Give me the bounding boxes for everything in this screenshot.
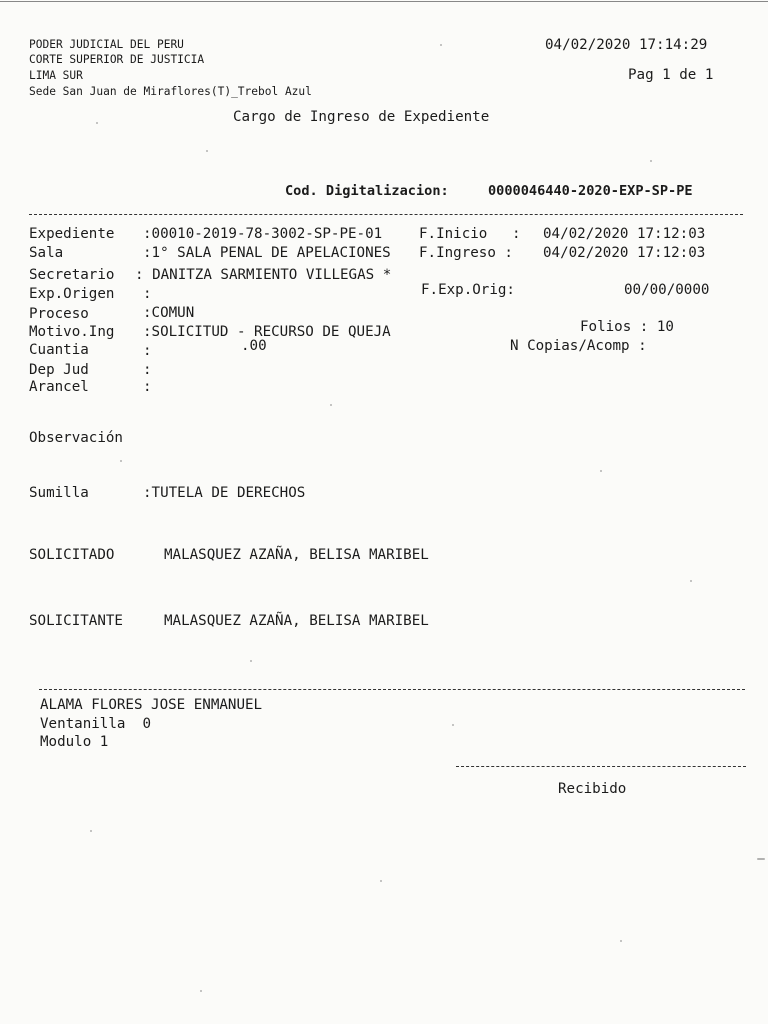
scan-speck — [200, 990, 202, 992]
cod-digitalizacion-label: Cod. Digitalizacion: — [285, 183, 449, 199]
fexp-orig-value: 00/00/0000 — [624, 282, 710, 298]
arancel-value: : — [143, 379, 152, 395]
motivo-value: :SOLICITUD - RECURSO DE QUEJA — [143, 324, 391, 340]
scan-speck — [452, 724, 454, 726]
solicitante-label: SOLICITANTE — [29, 613, 123, 629]
expediente-label: Expediente — [29, 226, 115, 242]
exp-origen-label: Exp.Origen — [29, 286, 115, 302]
separator-bottom — [39, 689, 745, 690]
motivo-label: Motivo.Ing — [29, 324, 115, 340]
scan-speck — [90, 830, 92, 832]
secretario-label: Secretario — [29, 267, 115, 283]
sala-value: :1° SALA PENAL DE APELACIONES — [143, 245, 391, 261]
secretario-value: : DANITZA SARMIENTO VILLEGAS * — [135, 267, 392, 283]
scan-speck — [206, 150, 208, 152]
expediente-value: :00010-2019-78-3002-SP-PE-01 — [143, 226, 383, 242]
scan-speck — [690, 580, 692, 582]
scan-speck — [650, 160, 652, 162]
scan-speck — [620, 940, 622, 942]
finicio-sep: : — [512, 226, 521, 242]
observacion-label: Observación — [29, 430, 123, 446]
sumilla-label: Sumilla — [29, 485, 89, 501]
document-title: Cargo de Ingreso de Expediente — [233, 109, 490, 125]
finicio-label: F.Inicio — [419, 226, 488, 242]
cuantia-sep: : — [143, 343, 152, 359]
district-name: LIMA SUR — [29, 69, 83, 82]
exp-origen-value: : — [143, 286, 152, 302]
recibido-label: Recibido — [558, 781, 627, 797]
cuantia-value: .00 — [241, 338, 267, 354]
scan-speck — [96, 122, 98, 124]
dep-jud-label: Dep Jud — [29, 362, 89, 378]
sumilla-value: :TUTELA DE DERECHOS — [143, 485, 306, 501]
operator-name: ALAMA FLORES JOSE ENMANUEL — [40, 697, 263, 713]
scan-speck — [250, 660, 252, 662]
venue-name: Sede San Juan de Miraflores(T)_Trebol Azul — [29, 85, 312, 98]
print-datetime: 04/02/2020 17:14:29 — [545, 37, 708, 53]
signature-line — [456, 766, 746, 767]
scan-speck — [440, 44, 442, 46]
scan-speck — [757, 858, 765, 860]
arancel-label: Arancel — [29, 379, 89, 395]
dep-jud-value: : — [143, 362, 152, 378]
separator-top — [29, 214, 743, 215]
finicio-value: 04/02/2020 17:12:03 — [543, 226, 706, 242]
proceso-label: Proceso — [29, 306, 89, 322]
cod-digitalizacion-value: 0000046440-2020-EXP-SP-PE — [488, 183, 693, 199]
modulo: Modulo 1 — [40, 734, 109, 750]
fexp-orig-label: F.Exp.Orig: — [421, 282, 515, 298]
scan-speck — [330, 404, 332, 406]
proceso-value: :COMUN — [143, 305, 195, 321]
court-name: CORTE SUPERIOR DE JUSTICIA — [29, 53, 205, 66]
institution-name: PODER JUDICIAL DEL PERU — [29, 38, 184, 51]
fingreso-value: 04/02/2020 17:12:03 — [543, 245, 706, 261]
scan-speck — [120, 460, 122, 462]
scan-speck — [600, 470, 602, 472]
solicitado-label: SOLICITADO — [29, 547, 115, 563]
page-number: Pag 1 de 1 — [628, 67, 714, 83]
solicitado-value: MALASQUEZ AZAÑA, BELISA MARIBEL — [164, 547, 429, 563]
scan-speck — [380, 880, 382, 882]
cuantia-label: Cuantia — [29, 342, 89, 358]
ventanilla: Ventanilla 0 — [40, 716, 152, 732]
n-copias-acomp: N Copias/Acomp : — [510, 338, 647, 354]
fingreso-label: F.Ingreso : — [419, 245, 513, 261]
scan-top-edge — [0, 1, 768, 2]
sala-label: Sala — [29, 245, 64, 261]
folios: Folios : 10 — [580, 319, 674, 335]
solicitante-value: MALASQUEZ AZAÑA, BELISA MARIBEL — [164, 613, 429, 629]
